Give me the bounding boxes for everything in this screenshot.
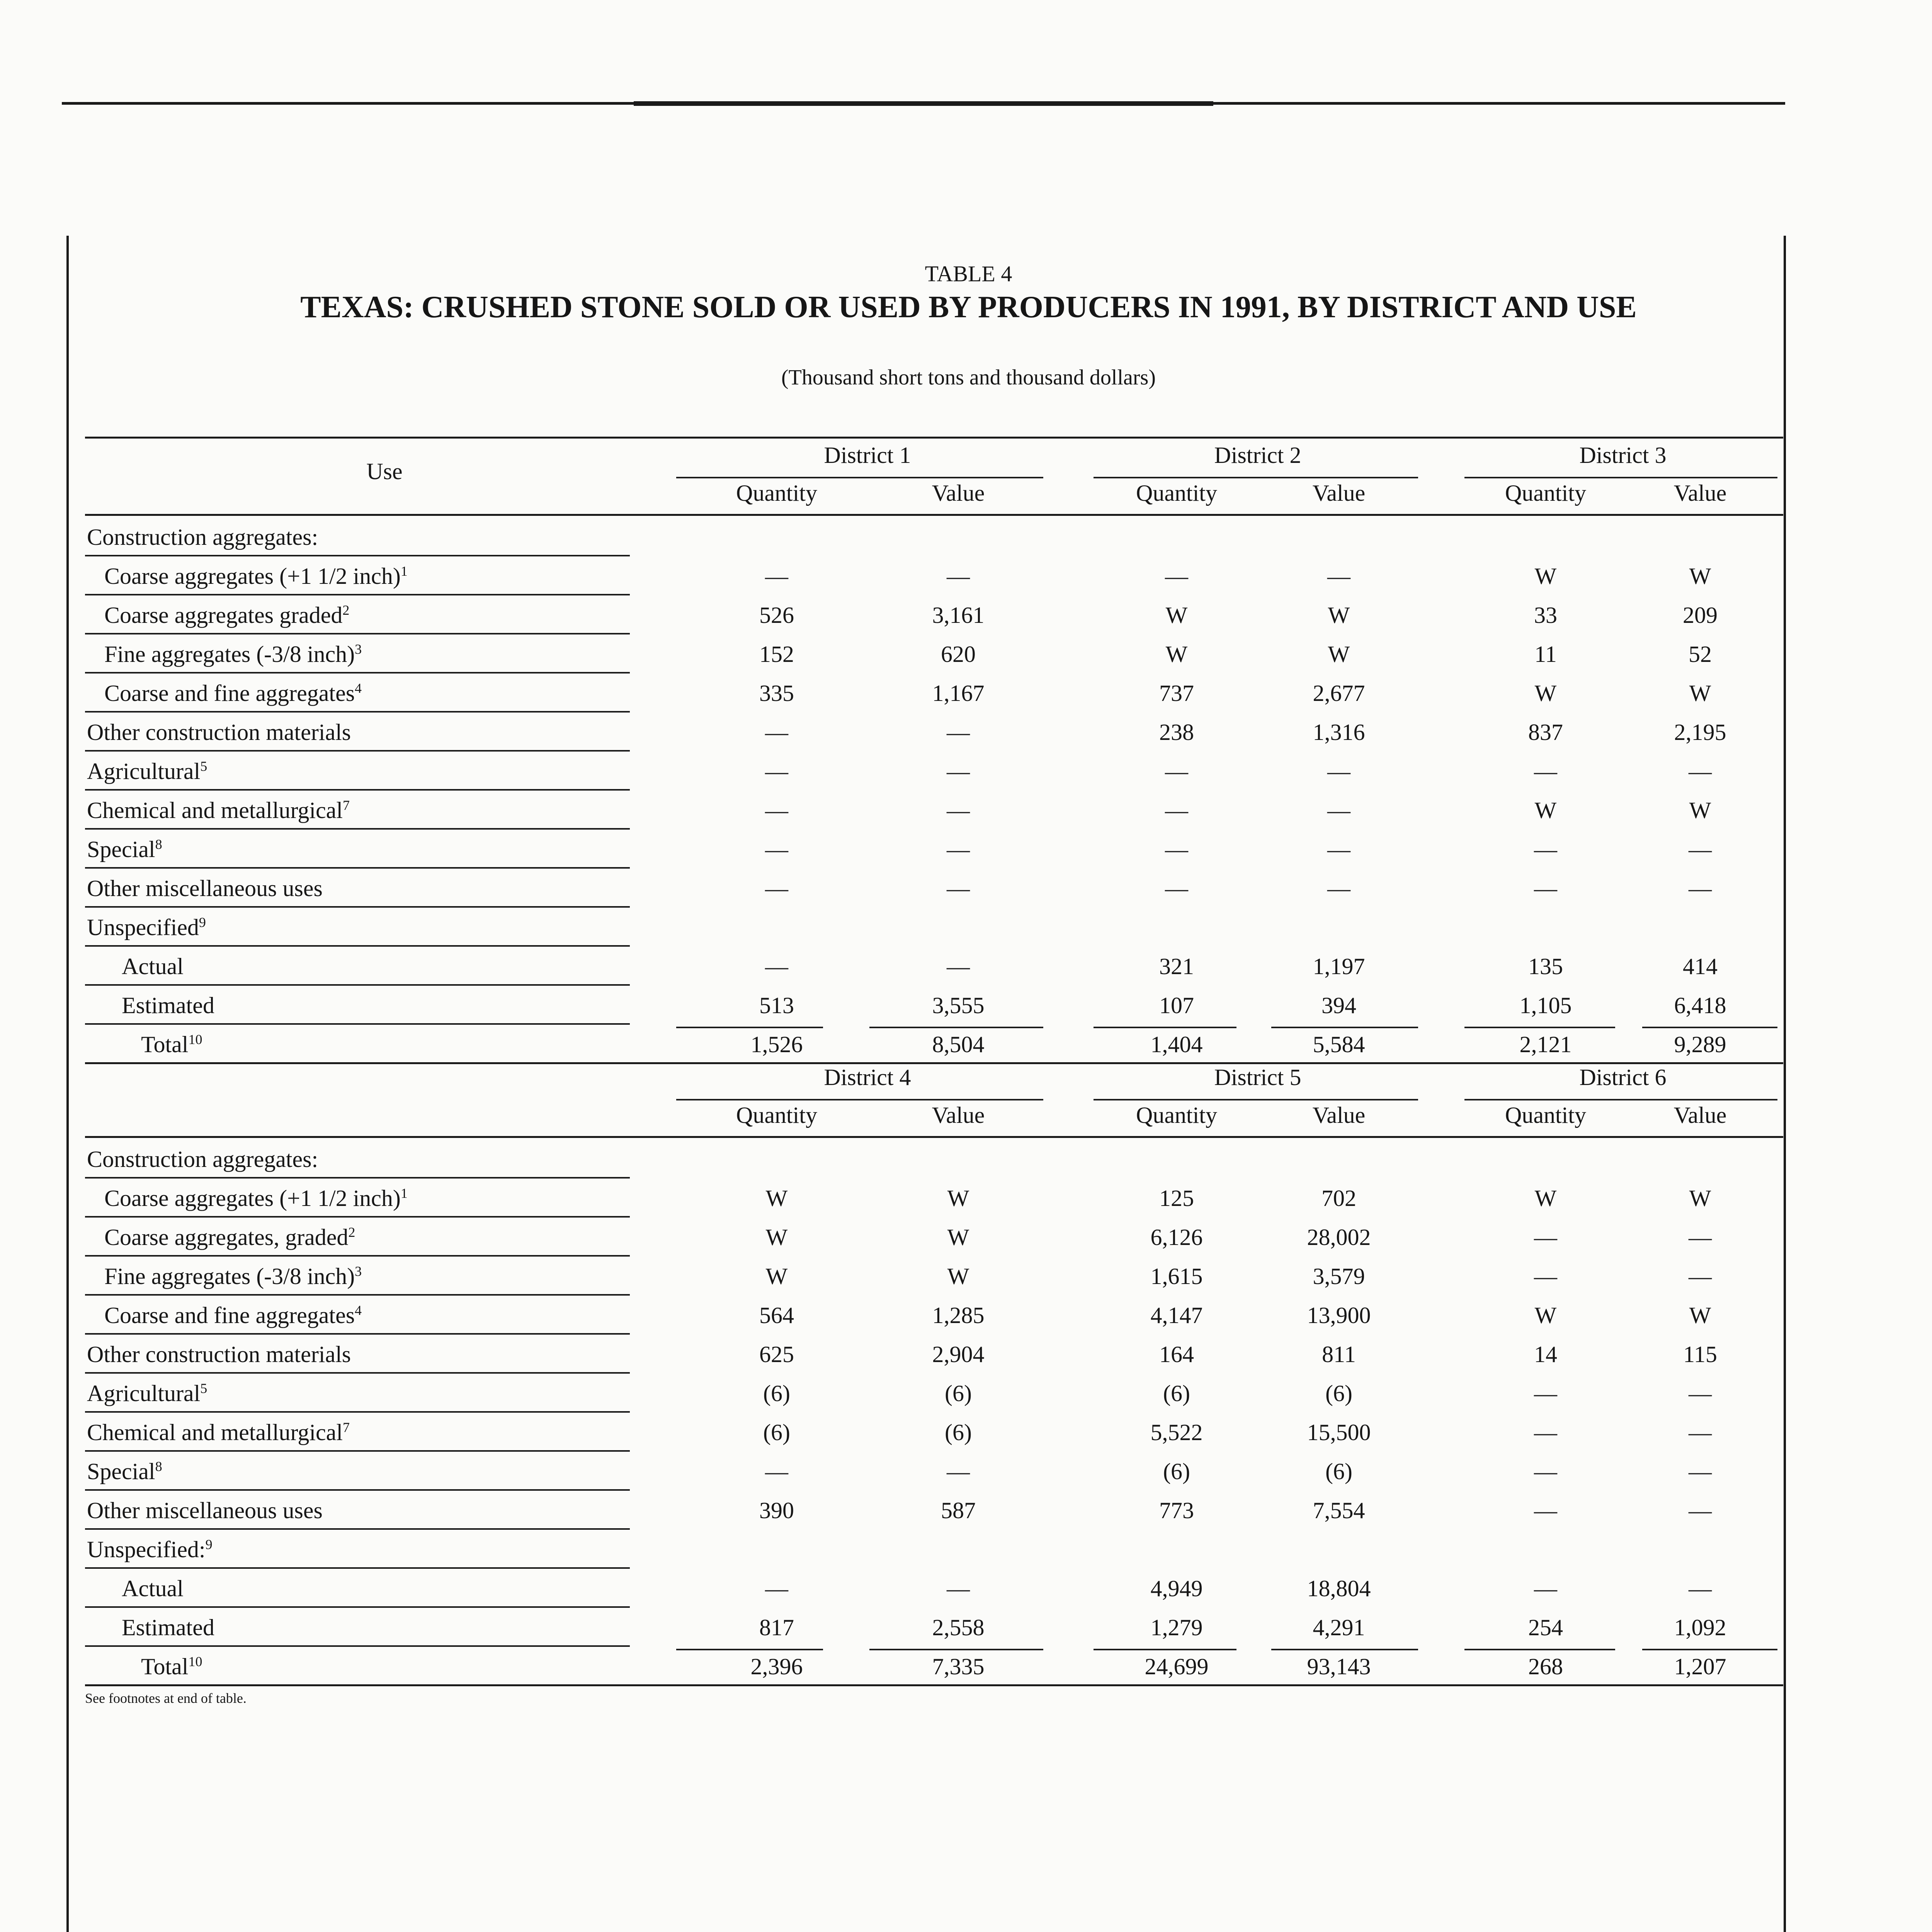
row-label-rule [85,1294,630,1296]
table-cell: — [1534,1225,1557,1250]
row-label-rule [85,789,630,791]
table-cell: W [947,1225,969,1250]
table-cell: 4,147 [1150,1303,1203,1328]
table-cell: 28,002 [1307,1225,1371,1250]
footnote-note: See footnotes at end of table. [85,1690,247,1706]
table-cell: 1,404 [1150,1032,1203,1057]
use-header: Use [366,459,403,484]
table-cell: (6) [945,1381,972,1406]
table-cell: 1,167 [932,680,985,706]
quantity-header: Quantity [736,480,817,506]
row-label-rule [85,1645,630,1647]
table-cell: 811 [1322,1342,1356,1367]
table-cell: 7,335 [932,1654,985,1679]
table-cell: W [1534,563,1557,589]
table-cell: 6,126 [1150,1225,1203,1250]
total-rule [1642,1027,1777,1028]
row-label [87,1339,628,1370]
footnote-marker: 1 [400,563,408,579]
table-cell: W [1689,1303,1711,1328]
district-header: District 3 [1579,442,1667,468]
row-label-text: Actual [122,954,184,979]
table-cell: 1,316 [1313,719,1365,745]
table-cell: — [765,719,788,745]
table-cell: 1,197 [1313,954,1365,979]
row-label [122,990,663,1021]
row-label [87,873,628,904]
table-cell: 526 [759,602,794,628]
row-label-rule [85,1606,630,1608]
row-label [104,639,645,670]
district-header: District 5 [1214,1065,1301,1090]
table-cell: 702 [1321,1185,1356,1211]
table-cell: — [1165,837,1188,862]
table-top-rule [85,437,1783,439]
table-cell: 414 [1683,954,1718,979]
table-cell: (6) [763,1420,790,1445]
table-cell: — [1165,798,1188,823]
row-label-rule [85,555,630,556]
row-label-text: Agricultural [87,1381,201,1406]
row-label [87,756,628,787]
table-cell: 2,195 [1674,719,1726,745]
row-label [87,834,628,865]
table-cell: 3,579 [1313,1264,1365,1289]
footnote-marker: 5 [200,759,207,774]
footnote-marker: 8 [155,1459,162,1474]
total-rule [1271,1027,1418,1028]
row-label-rule [85,906,630,908]
row-label [104,1261,645,1292]
table-cell: 1,105 [1519,993,1572,1018]
row-label-rule [85,594,630,595]
row-label [122,1612,663,1643]
table-cell: W [1534,680,1557,706]
footnote-marker: 9 [199,915,206,930]
table-cell: 238 [1159,719,1194,745]
row-label-text: Other construction materials [87,719,351,745]
row-label-text: Coarse and fine aggregates [104,680,355,706]
row-label-text: Fine aggregates (-3/8 inch) [104,1264,355,1289]
table-cell: 11 [1534,641,1557,667]
total-rule [1642,1649,1777,1650]
footnote-marker: 10 [188,1032,202,1047]
table-label: TABLE 4 [925,261,1012,286]
header-bottom-rule [85,1136,1783,1138]
table-cell: 152 [759,641,794,667]
table-cell: (6) [1163,1381,1190,1406]
footnote-marker: 3 [355,641,362,657]
table-cell: W [1534,798,1557,823]
table-cell: 7,554 [1313,1498,1365,1523]
table-cell: — [765,563,788,589]
row-label-text: Chemical and metallurgical [87,1420,343,1445]
table-cell: 2,904 [932,1342,985,1367]
table-cell: — [1327,876,1350,901]
row-label-text: Construction aggregates: [87,524,318,550]
table-cell: — [947,954,970,979]
row-label [141,1651,682,1682]
table-cell: 837 [1528,719,1563,745]
quantity-header: Quantity [1505,480,1586,506]
table-cell: W [1534,1185,1557,1211]
row-label-rule [85,1450,630,1452]
value-header: Value [1312,480,1366,506]
table-cell: 5,584 [1313,1032,1365,1057]
row-label [87,1534,628,1565]
table-cell: 18,804 [1307,1576,1371,1601]
total-rule [676,1649,823,1650]
footnote-marker: 2 [348,1225,355,1240]
table-cell: — [947,759,970,784]
row-label-text: Total [141,1654,189,1679]
row-label [104,1222,645,1253]
table-cell: — [947,876,970,901]
table-cell: — [765,1459,788,1484]
table-cell: (6) [763,1381,790,1406]
row-label-text: Other construction materials [87,1342,351,1367]
total-rule [1094,1027,1236,1028]
table-cell: 620 [941,641,976,667]
table-cell: — [1689,1459,1712,1484]
row-label-text: Other miscellaneous uses [87,1498,323,1523]
row-label [87,795,628,826]
table-cell: 135 [1528,954,1563,979]
table-cell: — [1534,1264,1557,1289]
table-cell: (6) [945,1420,972,1445]
footnote-marker: 9 [205,1537,213,1552]
table-title: TEXAS: CRUSHED STONE SOLD OR USED BY PRODUCERS IN 1991, BY DISTRICT AND USE [300,290,1637,324]
table-cell: 3,161 [932,602,985,628]
footnote-marker: 5 [200,1381,207,1396]
table-cell: 15,500 [1307,1420,1371,1445]
table-cell: (6) [1163,1459,1190,1484]
table-cell: W [1689,1185,1711,1211]
footnote-marker: 3 [355,1264,362,1279]
table-cell: — [1534,759,1557,784]
table-cell: 737 [1159,680,1194,706]
row-label [104,600,645,631]
row-label [87,1417,628,1448]
row-label [141,1029,682,1060]
total-rule [1094,1649,1236,1650]
footnote-marker: 1 [400,1185,408,1201]
table-cell: — [1327,759,1350,784]
table-cell: — [1689,1420,1712,1445]
table-cell: — [765,954,788,979]
total-rule [676,1027,823,1028]
row-label [87,1378,628,1409]
row-label [87,1456,628,1487]
quantity-header: Quantity [1136,480,1217,506]
table-cell: 33 [1534,602,1557,628]
table-cell: — [765,1576,788,1601]
table-cell: 773 [1159,1498,1194,1523]
table-cell: 625 [759,1342,794,1367]
table-cell: W [947,1185,969,1211]
table-cell: — [1165,876,1188,901]
row-label [87,1495,628,1526]
table-cell: — [1534,1420,1557,1445]
table-cell: — [765,876,788,901]
value-header: Value [932,1102,985,1128]
district-header: District 1 [824,442,911,468]
table-cell: — [1327,563,1350,589]
footnote-marker: 8 [155,837,162,852]
table-cell: — [1689,759,1712,784]
footnote-marker: 7 [343,1420,350,1435]
row-label-rule [85,1411,630,1413]
row-label-rule [85,1372,630,1374]
footnote-marker: 7 [343,798,350,813]
footnote-marker: 2 [342,602,350,618]
value-header: Value [932,480,985,506]
row-label-text: Chemical and metallurgical [87,798,343,823]
total-rule [1464,1649,1615,1650]
row-label-rule [85,867,630,869]
row-label-rule [85,1177,630,1179]
row-label-rule [85,945,630,947]
total-rule [869,1027,1043,1028]
table-cell: W [765,1185,788,1211]
table-cell: — [1689,1225,1712,1250]
footnote-marker: 4 [355,680,362,696]
table-cell: — [1534,1459,1557,1484]
table-cell: 1,285 [932,1303,985,1328]
row-label [87,522,628,553]
table-cell: — [1165,759,1188,784]
table-cell: 24,699 [1145,1654,1209,1679]
row-label-rule [85,1333,630,1335]
table-cell: — [1534,876,1557,901]
footnote-marker: 4 [355,1303,362,1318]
table-cell: — [1689,876,1712,901]
table-cell: 209 [1683,602,1718,628]
table-cell: — [765,837,788,862]
row-label-rule [85,672,630,673]
table-cell: W [765,1264,788,1289]
row-label-text: Total [141,1032,189,1057]
table-cell: — [1534,837,1557,862]
row-label [87,717,628,748]
row-label-text: Agricultural [87,759,201,784]
table-cell: W [1165,641,1188,667]
row-label-text: Construction aggregates: [87,1146,318,1172]
row-label-rule [85,828,630,830]
table-cell: 2,677 [1313,680,1365,706]
row-label-rule [85,984,630,986]
table-cell: 164 [1159,1342,1194,1367]
district-header: District 4 [824,1065,911,1090]
table-cell: 1,207 [1674,1654,1726,1679]
row-label-rule [85,1489,630,1491]
table-cell: 1,615 [1150,1264,1203,1289]
table-cell: — [1327,837,1350,862]
row-label-text: Coarse aggregates graded [104,602,343,628]
table-cell: 13,900 [1307,1303,1371,1328]
table-cell: W [1165,602,1188,628]
table-cell: — [947,837,970,862]
table-cell: — [1327,798,1350,823]
row-label-rule [85,1567,630,1569]
total-rule [1464,1027,1615,1028]
row-label-text: Coarse and fine aggregates [104,1303,355,1328]
quantity-header: Quantity [1505,1102,1586,1128]
quantity-header: Quantity [1136,1102,1217,1128]
district-header: District 6 [1579,1065,1667,1090]
table-subtitle: (Thousand short tons and thousand dollars) [781,366,1156,389]
row-label-text: Fine aggregates (-3/8 inch) [104,641,355,667]
table-cell: — [947,563,970,589]
row-label-text: Unspecified [87,915,199,940]
row-label-text: Coarse aggregates (+1 1/2 inch) [104,1185,401,1211]
row-label-text: Actual [122,1576,184,1601]
table-cell: (6) [1325,1381,1352,1406]
table-cell: — [1534,1576,1557,1601]
table-cell: 587 [941,1498,976,1523]
table-cell: 1,279 [1150,1615,1203,1640]
value-header: Value [1312,1102,1366,1128]
row-label-text: Unspecified: [87,1537,206,1562]
row-label-text: Estimated [122,1615,214,1640]
table-cell: 2,396 [750,1654,803,1679]
table-cell: 52 [1689,641,1712,667]
row-label [104,561,645,592]
row-label [122,1573,663,1604]
total-rule [1271,1649,1418,1650]
table-cell: W [1689,798,1711,823]
header-bottom-rule [85,514,1783,516]
row-label-rule [85,1023,630,1025]
table-cell: 8,504 [932,1032,985,1057]
row-label [87,912,628,943]
table-cell: — [1534,1498,1557,1523]
table-cell: 254 [1528,1615,1563,1640]
table-cell: — [1689,837,1712,862]
table-cell: (6) [1325,1459,1352,1484]
table-cell: 335 [759,680,794,706]
table-cell: 1,092 [1674,1615,1726,1640]
row-label [87,1144,628,1175]
table-cell: W [1328,641,1350,667]
table-cell: 321 [1159,954,1194,979]
table-cell: — [947,1576,970,1601]
row-label [104,1183,645,1214]
table-cell: — [1689,1264,1712,1289]
row-label [122,951,663,982]
table-cell: W [1689,680,1711,706]
table-cell: — [765,759,788,784]
table-cell: — [1689,1381,1712,1406]
table-cell: 2,558 [932,1615,985,1640]
row-label-text: Special [87,837,155,862]
table-cell: 4,949 [1150,1576,1203,1601]
table-cell: 9,289 [1674,1032,1726,1057]
table-cell: W [1534,1303,1557,1328]
row-label-text: Estimated [122,993,214,1018]
table-cell: — [765,798,788,823]
row-label-rule [85,750,630,752]
row-label-rule [85,633,630,634]
table-cell: 564 [759,1303,794,1328]
table-cell: 93,143 [1307,1654,1371,1679]
row-label-rule [85,1255,630,1257]
row-label-rule [85,1216,630,1218]
table-cell: 3,555 [932,993,985,1018]
table-cell: 268 [1528,1654,1563,1679]
table-cell: 2,121 [1519,1032,1572,1057]
row-label-text: Coarse aggregates (+1 1/2 inch) [104,563,401,589]
row-label-text: Coarse aggregates, graded [104,1225,349,1250]
row-label-text: Other miscellaneous uses [87,876,323,901]
row-label [104,1300,645,1331]
table-cell: W [1328,602,1350,628]
row-label-rule [85,1528,630,1530]
quantity-header: Quantity [736,1102,817,1128]
table-cell: — [947,1459,970,1484]
row-label [104,678,645,709]
table-cell: W [1689,563,1711,589]
value-header: Value [1673,1102,1727,1128]
table-cell: — [1534,1381,1557,1406]
table-cell: 390 [759,1498,794,1523]
table-cell: 394 [1321,993,1356,1018]
table-cell: — [1165,563,1188,589]
total-rule [869,1649,1043,1650]
table-cell: 4,291 [1313,1615,1365,1640]
table-cell: — [947,798,970,823]
table-cell: W [947,1264,969,1289]
district-header: District 2 [1214,442,1301,468]
row-label-rule [85,711,630,713]
table-cell: 1,526 [750,1032,803,1057]
table-cell: 5,522 [1150,1420,1203,1445]
table-cell: 14 [1534,1342,1557,1367]
table-cell: 107 [1159,993,1194,1018]
table-cell: 6,418 [1674,993,1726,1018]
table-cell: 513 [759,993,794,1018]
table-cell: 817 [759,1615,794,1640]
table-cell: — [1689,1576,1712,1601]
table-cell: — [1689,1498,1712,1523]
value-header: Value [1673,480,1727,506]
table-cell: — [947,719,970,745]
table-cell: W [765,1225,788,1250]
block-bottom-rule [85,1684,1783,1686]
table-cell: 125 [1159,1185,1194,1211]
table-cell: 115 [1683,1342,1717,1367]
row-label-text: Special [87,1459,155,1484]
footnote-marker: 10 [188,1654,202,1669]
